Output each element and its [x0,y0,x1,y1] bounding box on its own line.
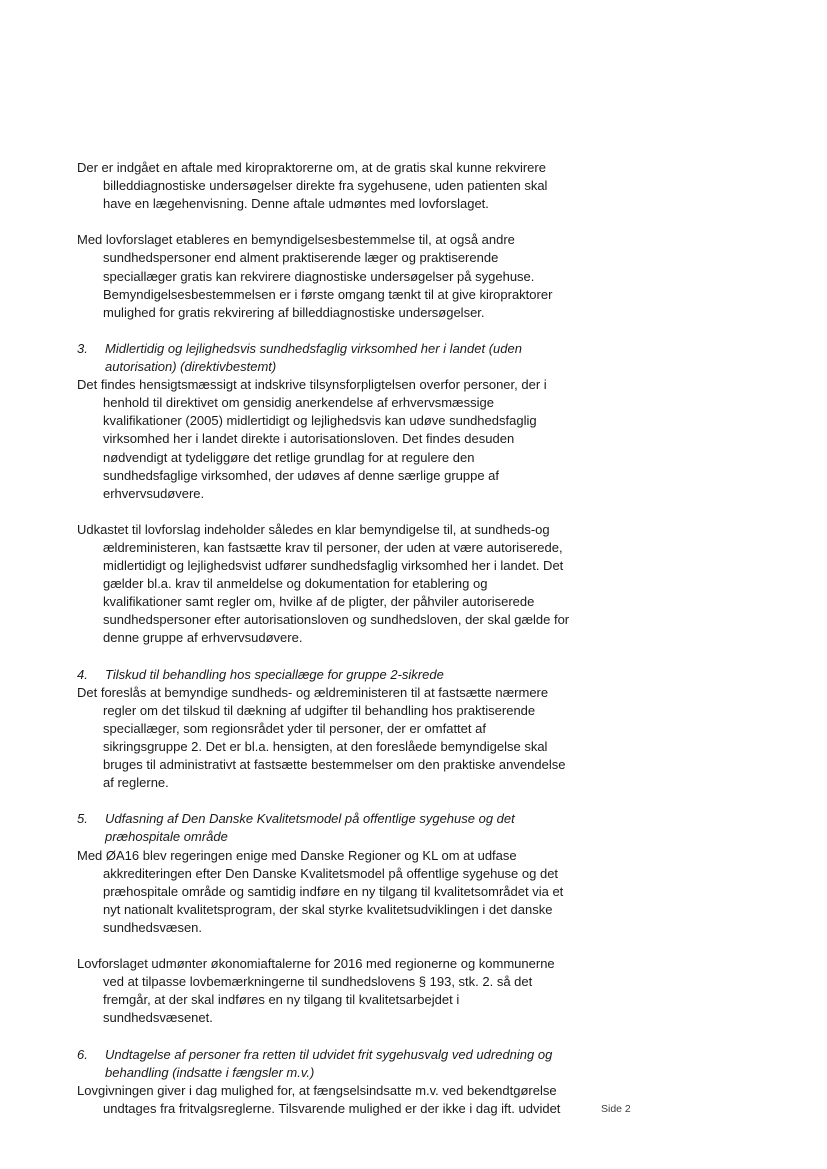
paragraph [77,847,589,937]
text-line: Med ØA16 blev regeringen enige med Danske Regioner og KL om at udfase [77,847,517,863]
text-line: erhvervsudøvere. [103,485,205,501]
text-line: præhospitale område og samtidig indføre en ny tilgang til kvalitetsområdet via et [103,883,564,899]
text-line: sundhedsvæsenet. [103,1010,213,1026]
section-number: 4. [77,666,88,682]
paragraph [77,955,589,1027]
paragraph [77,376,589,503]
text-line: undtages fra fritvalgsreglerne. Tilsvarende mulighed er der ikke i dag ift. udvidet [103,1100,561,1116]
text-line [77,666,589,684]
text-line: speciallæger, som regionsrådet yder til personer, der er omfattet af [103,720,486,736]
text-line: Der er indgået en aftale med kiropraktorerne om, at de gratis skal kunne rekvirere [77,160,546,175]
text-line: have en lægehenvisning. Denne aftale udmøntes med lovforslaget. [103,196,489,212]
document-content [77,159,589,1118]
text-line: fremgår, at der skal indføres en ny tilgang til kvalitetsarbejdet i [103,992,460,1008]
text-line: Lovforslaget udmønter økonomiaftalerne for 2016 med regionerne og kommunerne [77,956,555,972]
text-line [77,340,589,358]
text-line: regler om det tilskud til dækning af udgifter til behandling hos praktiserende [103,702,536,718]
paragraph [77,684,589,793]
paragraph [77,1082,589,1118]
text-line: Bemyndigelsesbestemmelsen er i første omgang tænkt til at give kiropraktorer [103,286,553,302]
section-heading [77,340,589,376]
text-line: gælder bl.a. krav til anmeldelse og dokumentation for etablering og [103,576,488,592]
paragraph [77,159,589,213]
section-heading [77,666,589,684]
text-line [77,810,589,828]
text-line: Udkastet til lovforslag indeholder således en klar bemyndigelse til, at sundheds-og [77,521,550,537]
text-line: mulighed for gratis rekvirering af billeddiagnostiske undersøgelser. [103,304,485,320]
section-number: 6. [77,1046,88,1062]
section-title-text: Udfasning af Den Danske Kvalitetsmodel på offentlige sygehuse og det [105,811,515,827]
text-line: speciallæger gratis kan rekvirere diagnostiske undersøgelser på sygehuse. [103,268,535,284]
section-title-text: Tilskud til behandling hos speciallæge for gruppe 2-sikrede [105,666,444,682]
text-line [77,1046,589,1064]
text-line: ved at tilpasse lovbemærkningerne til sundhedslovens § 193, stk. 2. så det [103,974,533,990]
section-title-text: Undtagelse af personer fra retten til udvidet frit sygehusvalg ved udredning og [105,1046,553,1062]
text-line: sundhedsfaglige virksomhed, der udøves af denne særlige gruppe af [103,467,500,483]
text-line: Lovgivningen giver i dag mulighed for, at fængselsindsatte m.v. ved bekendtgørelse [77,1082,557,1098]
text-line: kvalifikationer samt regler om, hvilke af de pligter, der påhviler autoriserede [103,594,535,610]
section-title-text: Midlertidig og lejlighedsvis sundhedsfaglig virksomhed her i landet (uden [105,340,522,356]
text-line: ældreministeren, kan fastsætte krav til personer, der uden at være autoriserede, [103,539,563,555]
text-line: Med lovforslaget etableres en bemyndigelsesbestemmelse til, at også andre [77,232,515,248]
paragraph [77,521,589,648]
text-line: nyt nationalt kvalitetsprogram, der skal styrke kvalitetsudviklingen i det danske [103,901,553,917]
text-line: denne gruppe af erhvervsudøvere. [103,630,303,646]
text-line: sikringsgruppe 2. Det er bl.a. hensigten, at den foreslåede bemyndigelse skal [103,739,548,754]
text-line: sundhedspersoner end alment praktiserende læger og praktiserende [103,250,499,266]
section-number: 3. [77,340,88,356]
text-line: midlertidigt og lejlighedsvist udfører sundhedsfaglig virksomhed her i landet. Det [103,558,564,574]
text-line: sundhedsvæsen. [103,919,203,935]
text-line: virksomhed her i landet direkte i autorisationsloven. Det findes desuden [103,431,515,447]
text-line: billeddiagnostiske undersøgelser direkte fra sygehusene, uden patienten skal [103,178,548,194]
text-line: behandling (indsatte i fængsler m.v.) [105,1064,315,1080]
text-line: af reglerne. [103,775,169,791]
text-line: præhospitale område [105,829,228,845]
text-line: Det findes hensigtsmæssigt at indskrive tilsynsforpligtelsen overfor personer, der i [77,377,547,393]
text-line: henhold til direktivet om gensidig anerkendelse af erhvervsmæssige [103,395,494,411]
section-heading [77,1046,589,1082]
paragraph [77,231,589,321]
text-line: Det foreslås at bemyndige sundheds- og ældreministeren til at fastsætte nærmere [77,684,549,700]
section-number: 5. [77,811,88,827]
page-number: Side 2 [601,1103,631,1115]
text-line: kvalifikationer (2005) midlertidigt og lejlighedsvis kan udøve sundhedsfaglig [103,413,537,429]
text-line: akkrediteringen efter Den Danske Kvalitetsmodel på offentlige sygehuse og det [103,865,559,881]
section-heading [77,810,589,846]
text-line: bruges til administrativt at fastsætte bestemmelser om den praktiske anvendelse [103,757,566,773]
text-line: nødvendigt at tydeliggøre det retlige grundlag for at regulere den [103,449,475,465]
text-line: sundhedspersoner efter autorisationsloven og sundhedsloven, der skal gælde for [103,612,570,628]
text-line: autorisation) (direktivbestemt) [105,359,277,375]
